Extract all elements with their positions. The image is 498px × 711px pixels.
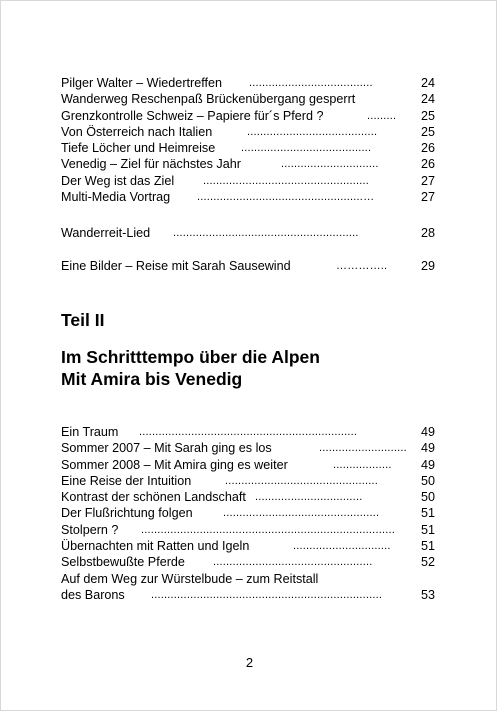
toc-entry <box>61 473 435 489</box>
toc-entry <box>61 189 435 205</box>
toc-entry-leader: ................................................................... <box>139 426 358 438</box>
toc-entry-title: Wanderreit-Lied <box>61 226 151 240</box>
toc-entry <box>61 538 435 554</box>
toc-entry-leader: ........................... <box>319 442 407 455</box>
toc-entry-page: 53 <box>420 588 435 603</box>
part-label: Teil II <box>61 310 105 330</box>
toc-entry-title: Sommer 2007 – Mit Sarah ging es los <box>61 441 272 456</box>
toc-entry-title: Ein Traum <box>61 425 119 439</box>
toc-entry-multiline <box>61 571 435 604</box>
toc-entry-leader: ............................................... <box>225 474 379 487</box>
toc-entry-leader: .............................. <box>281 158 379 171</box>
toc-entry-page: 49 <box>420 441 435 456</box>
toc-section-part2 <box>61 424 435 571</box>
part-heading-line1: Im Schritttempo über die Alpen <box>61 347 320 367</box>
toc-entry-page: 27 <box>420 190 435 205</box>
toc-entry-leader: ................................................... <box>203 174 370 187</box>
part-heading-line2: Mit Amira bis Venedig <box>61 369 243 389</box>
toc-entry-leader: .............................................................................. <box>141 523 395 536</box>
toc-entry-title: Eine Reise der Intuition <box>61 473 192 488</box>
toc-entry <box>61 489 435 505</box>
toc-entry-leader: .............................. <box>293 540 391 553</box>
toc-entry-page: 27 <box>420 173 435 188</box>
toc-entry-leader: ........................................ <box>247 125 378 138</box>
toc-entry-title: Tiefe Löcher und Heimreise <box>61 141 216 156</box>
toc-entry-leader: ...................................... <box>249 77 373 89</box>
toc-entry-page: 50 <box>420 473 435 488</box>
toc-entry-leader: ......... <box>367 109 397 122</box>
toc-entry-page: 28 <box>420 226 435 240</box>
toc-entry <box>61 505 435 521</box>
toc-entry-page: 24 <box>420 76 435 90</box>
toc-entry <box>61 440 435 456</box>
toc-entry-page: 25 <box>420 124 435 139</box>
toc-entry-title: Von Österreich nach Italien <box>61 124 213 139</box>
toc-entry <box>61 156 435 172</box>
toc-entry-title-line2: des Barons <box>61 588 125 603</box>
toc-entry-page: 51 <box>420 539 435 554</box>
toc-entry-page: 26 <box>420 157 435 172</box>
toc-entry <box>61 225 435 241</box>
toc-entry-leader: ........................................ <box>241 142 372 155</box>
toc-entry-title: Kontrast der schönen Landschaft <box>61 490 246 505</box>
toc-entry <box>61 108 435 124</box>
toc-entry-title: Wanderweg Reschenpaß Brückenübergang gesperrt <box>61 92 356 107</box>
toc-entry-title: Grenzkontrolle Schweiz – Papiere für´s Pferd ? <box>61 108 324 123</box>
toc-entry-leader: .................. <box>333 458 392 471</box>
toc-entry-title: Venedig – Ziel für nächstes Jahr <box>61 157 241 172</box>
toc-entry-leader: ................................................. <box>213 556 373 569</box>
toc-entry-leader: ......................................................... <box>173 227 359 239</box>
toc-entry-page: 49 <box>420 425 435 439</box>
toc-entry-title: Stolpern ? <box>61 522 119 537</box>
toc-entry <box>61 424 435 440</box>
toc-entry <box>61 522 435 538</box>
toc-entry-title: Der Weg ist das Ziel <box>61 173 175 188</box>
toc-entry <box>61 124 435 140</box>
toc-entry <box>61 75 435 91</box>
toc-entry-title: Sommer 2008 – Mit Amira ging es weiter <box>61 457 288 472</box>
toc-entry <box>61 173 435 189</box>
toc-entry-title-line1: Auf dem Weg zur Würstelbude – zum Reitstall <box>61 572 319 586</box>
toc-entry-page: 49 <box>420 457 435 472</box>
toc-entry-page: 25 <box>420 108 435 123</box>
toc-entry-leader: ................................. <box>255 491 363 504</box>
toc-entry-leader: ………….. <box>336 260 388 272</box>
toc-section-part1 <box>61 75 435 205</box>
toc-entry-title: Pilger Walter – Wiedertreffen <box>61 76 222 90</box>
toc-entry <box>61 258 435 274</box>
toc-entry <box>61 140 435 156</box>
toc-entry-page: 51 <box>420 522 435 537</box>
toc-entry-leader: ...................................................… <box>197 191 375 204</box>
toc-section-song <box>61 225 435 241</box>
toc-entry-page: 29 <box>420 259 435 273</box>
toc-entry-page: 24 <box>420 92 435 107</box>
toc-entry-page: 26 <box>420 141 435 156</box>
toc-entry-leader: ................................................ <box>223 507 380 520</box>
toc-entry-title: Eine Bilder – Reise mit Sarah Sausewind <box>61 259 291 273</box>
toc-entry-page: 50 <box>420 490 435 505</box>
toc-entry-leader: ....................................................................... <box>151 589 383 602</box>
toc-entry-title: Selbstbewußte Pferde <box>61 555 185 570</box>
toc-entry-title: Übernachten mit Ratten und Igeln <box>61 539 250 554</box>
toc-entry <box>61 91 435 107</box>
toc-entry <box>61 554 435 570</box>
page-number: 2 <box>245 655 254 670</box>
toc-entry-title: Multi-Media Vortrag <box>61 190 171 205</box>
toc-entry-page: 52 <box>420 555 435 570</box>
toc-section-images <box>61 258 435 274</box>
toc-entry <box>61 587 435 603</box>
toc-entry-title: Der Flußrichtung folgen <box>61 506 193 521</box>
toc-entry-page: 51 <box>420 506 435 521</box>
toc-entry <box>61 457 435 473</box>
toc-entry-title-line1-row <box>61 571 435 587</box>
